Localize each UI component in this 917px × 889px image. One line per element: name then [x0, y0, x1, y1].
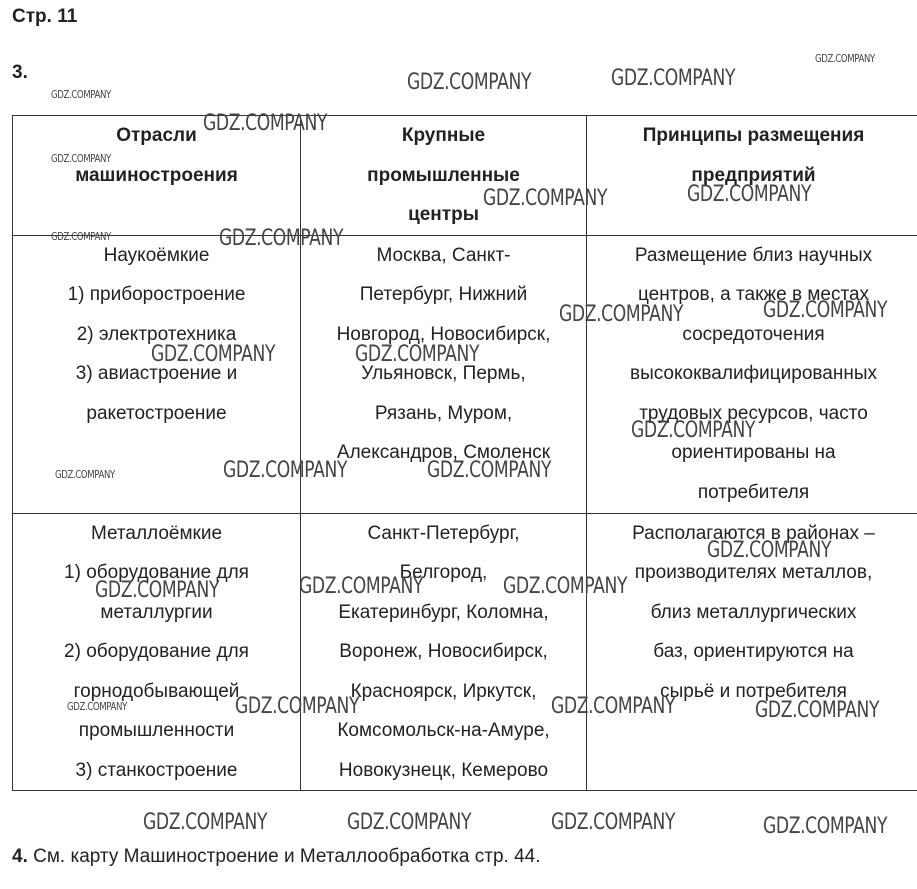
watermark: GDZ.COMPANY — [611, 66, 736, 91]
watermark: GDZ.COMPANY — [55, 468, 115, 481]
header-line: Принципы размещения — [642, 125, 865, 146]
cell-line: близ металлургических — [650, 601, 857, 623]
cell-line: Рязань, Муром, — [374, 402, 513, 424]
cell-line: промышленности — [78, 720, 235, 741]
cell-branch — [13, 513, 301, 791]
cell-line: сосредоточения — [682, 323, 825, 345]
watermark: GDZ.COMPANY — [235, 694, 360, 719]
watermark: GDZ.COMPANY — [483, 186, 608, 211]
page-number-heading: Стр. 11 — [12, 6, 78, 27]
cell-line: баз, ориентируются на — [653, 641, 854, 662]
cell-line: Комсомольск-на-Амуре, — [337, 720, 550, 741]
table-header-row — [13, 116, 917, 236]
cell-line: металлургии — [100, 601, 213, 623]
header-line: центры — [408, 204, 479, 225]
watermark: GDZ.COMPANY — [763, 814, 888, 839]
cell-line: Санкт-Петербург, — [367, 522, 520, 544]
task-3-number: 3. — [12, 62, 28, 83]
cell-line: ориентированы на — [671, 442, 836, 463]
watermark: GDZ.COMPANY — [151, 342, 276, 367]
watermark: GDZ.COMPANY — [687, 182, 812, 207]
header-line: предприятий — [691, 164, 816, 186]
watermark: GDZ.COMPANY — [143, 810, 268, 835]
watermark: GDZ.COMPANY — [631, 418, 756, 443]
cell-principles — [587, 235, 917, 513]
cell-line: 1) приборостроение — [67, 284, 246, 305]
cell-line: сырьё и потребителя — [660, 680, 847, 702]
task-4-text: См. карту Машиностроение и Металлообработка стр. 44. — [33, 846, 541, 867]
watermark: GDZ.COMPANY — [95, 578, 220, 603]
cell-line: 3) станкостроение — [75, 759, 238, 781]
watermark: GDZ.COMPANY — [707, 538, 832, 563]
cell-line: 3) авиастроение и — [75, 363, 238, 384]
task-4-number: 4. — [12, 846, 28, 867]
cell-line: центров, а также в местах — [637, 284, 870, 305]
header-line: Отрасли — [116, 125, 197, 146]
watermark: GDZ.COMPANY — [203, 111, 328, 136]
cell-line: 1) оборудование для — [64, 562, 249, 583]
watermark: GDZ.COMPANY — [559, 302, 684, 327]
cell-line: 2) оборудование для — [64, 641, 249, 662]
watermark: GDZ.COMPANY — [51, 88, 111, 101]
cell-line: производителях металлов, — [634, 562, 873, 583]
watermark: GDZ.COMPANY — [219, 226, 344, 251]
watermark: GDZ.COMPANY — [815, 52, 875, 65]
watermark: GDZ.COMPANY — [355, 342, 480, 367]
header-line: машиностроения — [75, 164, 238, 186]
cell-line: Екатеринбург, Коломна, — [338, 601, 549, 623]
watermark: GDZ.COMPANY — [755, 698, 880, 723]
cell-line: Красноярск, Иркутск, — [350, 680, 537, 702]
watermark: GDZ.COMPANY — [427, 458, 552, 483]
cell-line: Новгород, Новосибирск, — [336, 323, 551, 345]
cell-line: Наукоёмкие — [103, 244, 210, 266]
task-4-line — [12, 846, 541, 868]
header-line: промышленные — [367, 164, 520, 186]
watermark: GDZ.COMPANY — [347, 810, 472, 835]
cell-line: Размещение близ научных — [634, 244, 873, 266]
cell-line: потребителя — [697, 481, 810, 503]
cell-line: Белгород, — [399, 562, 488, 583]
header-line: Крупные — [401, 125, 486, 146]
cell-line: трудовых ресурсов, часто — [639, 402, 868, 424]
industries-table — [12, 115, 917, 791]
watermark: GDZ.COMPANY — [763, 298, 888, 323]
header-principles — [587, 116, 917, 236]
cell-line: Петербург, Нижний — [359, 284, 528, 305]
cell-line: ракетостроение — [86, 402, 227, 424]
cell-line: Ульяновск, Пермь, — [361, 363, 526, 384]
watermark: GDZ.COMPANY — [299, 574, 424, 599]
cell-line: высококвалифицированных — [629, 363, 878, 384]
cell-line: Александров, Смоленск — [336, 442, 551, 463]
cell-line: Новокузнецк, Кемерово — [338, 759, 549, 781]
cell-line: 2) электротехника — [76, 323, 237, 345]
header-centers — [301, 116, 587, 236]
watermark: GDZ.COMPANY — [503, 574, 628, 599]
cell-line: горнодобывающей — [73, 680, 240, 702]
watermark: GDZ.COMPANY — [51, 230, 111, 243]
cell-line: Располагаются в районах – — [632, 522, 875, 544]
watermark: GDZ.COMPANY — [551, 694, 676, 719]
watermark: GDZ.COMPANY — [67, 700, 127, 713]
cell-centers — [301, 513, 587, 791]
watermark: GDZ.COMPANY — [223, 458, 348, 483]
watermark: GDZ.COMPANY — [51, 152, 111, 165]
watermark: GDZ.COMPANY — [407, 70, 532, 95]
cell-line: Воронеж, Новосибирск, — [339, 641, 548, 662]
cell-line: Москва, Санкт- — [376, 244, 511, 266]
cell-line: Металлоёмкие — [90, 522, 223, 544]
watermark: GDZ.COMPANY — [551, 810, 676, 835]
